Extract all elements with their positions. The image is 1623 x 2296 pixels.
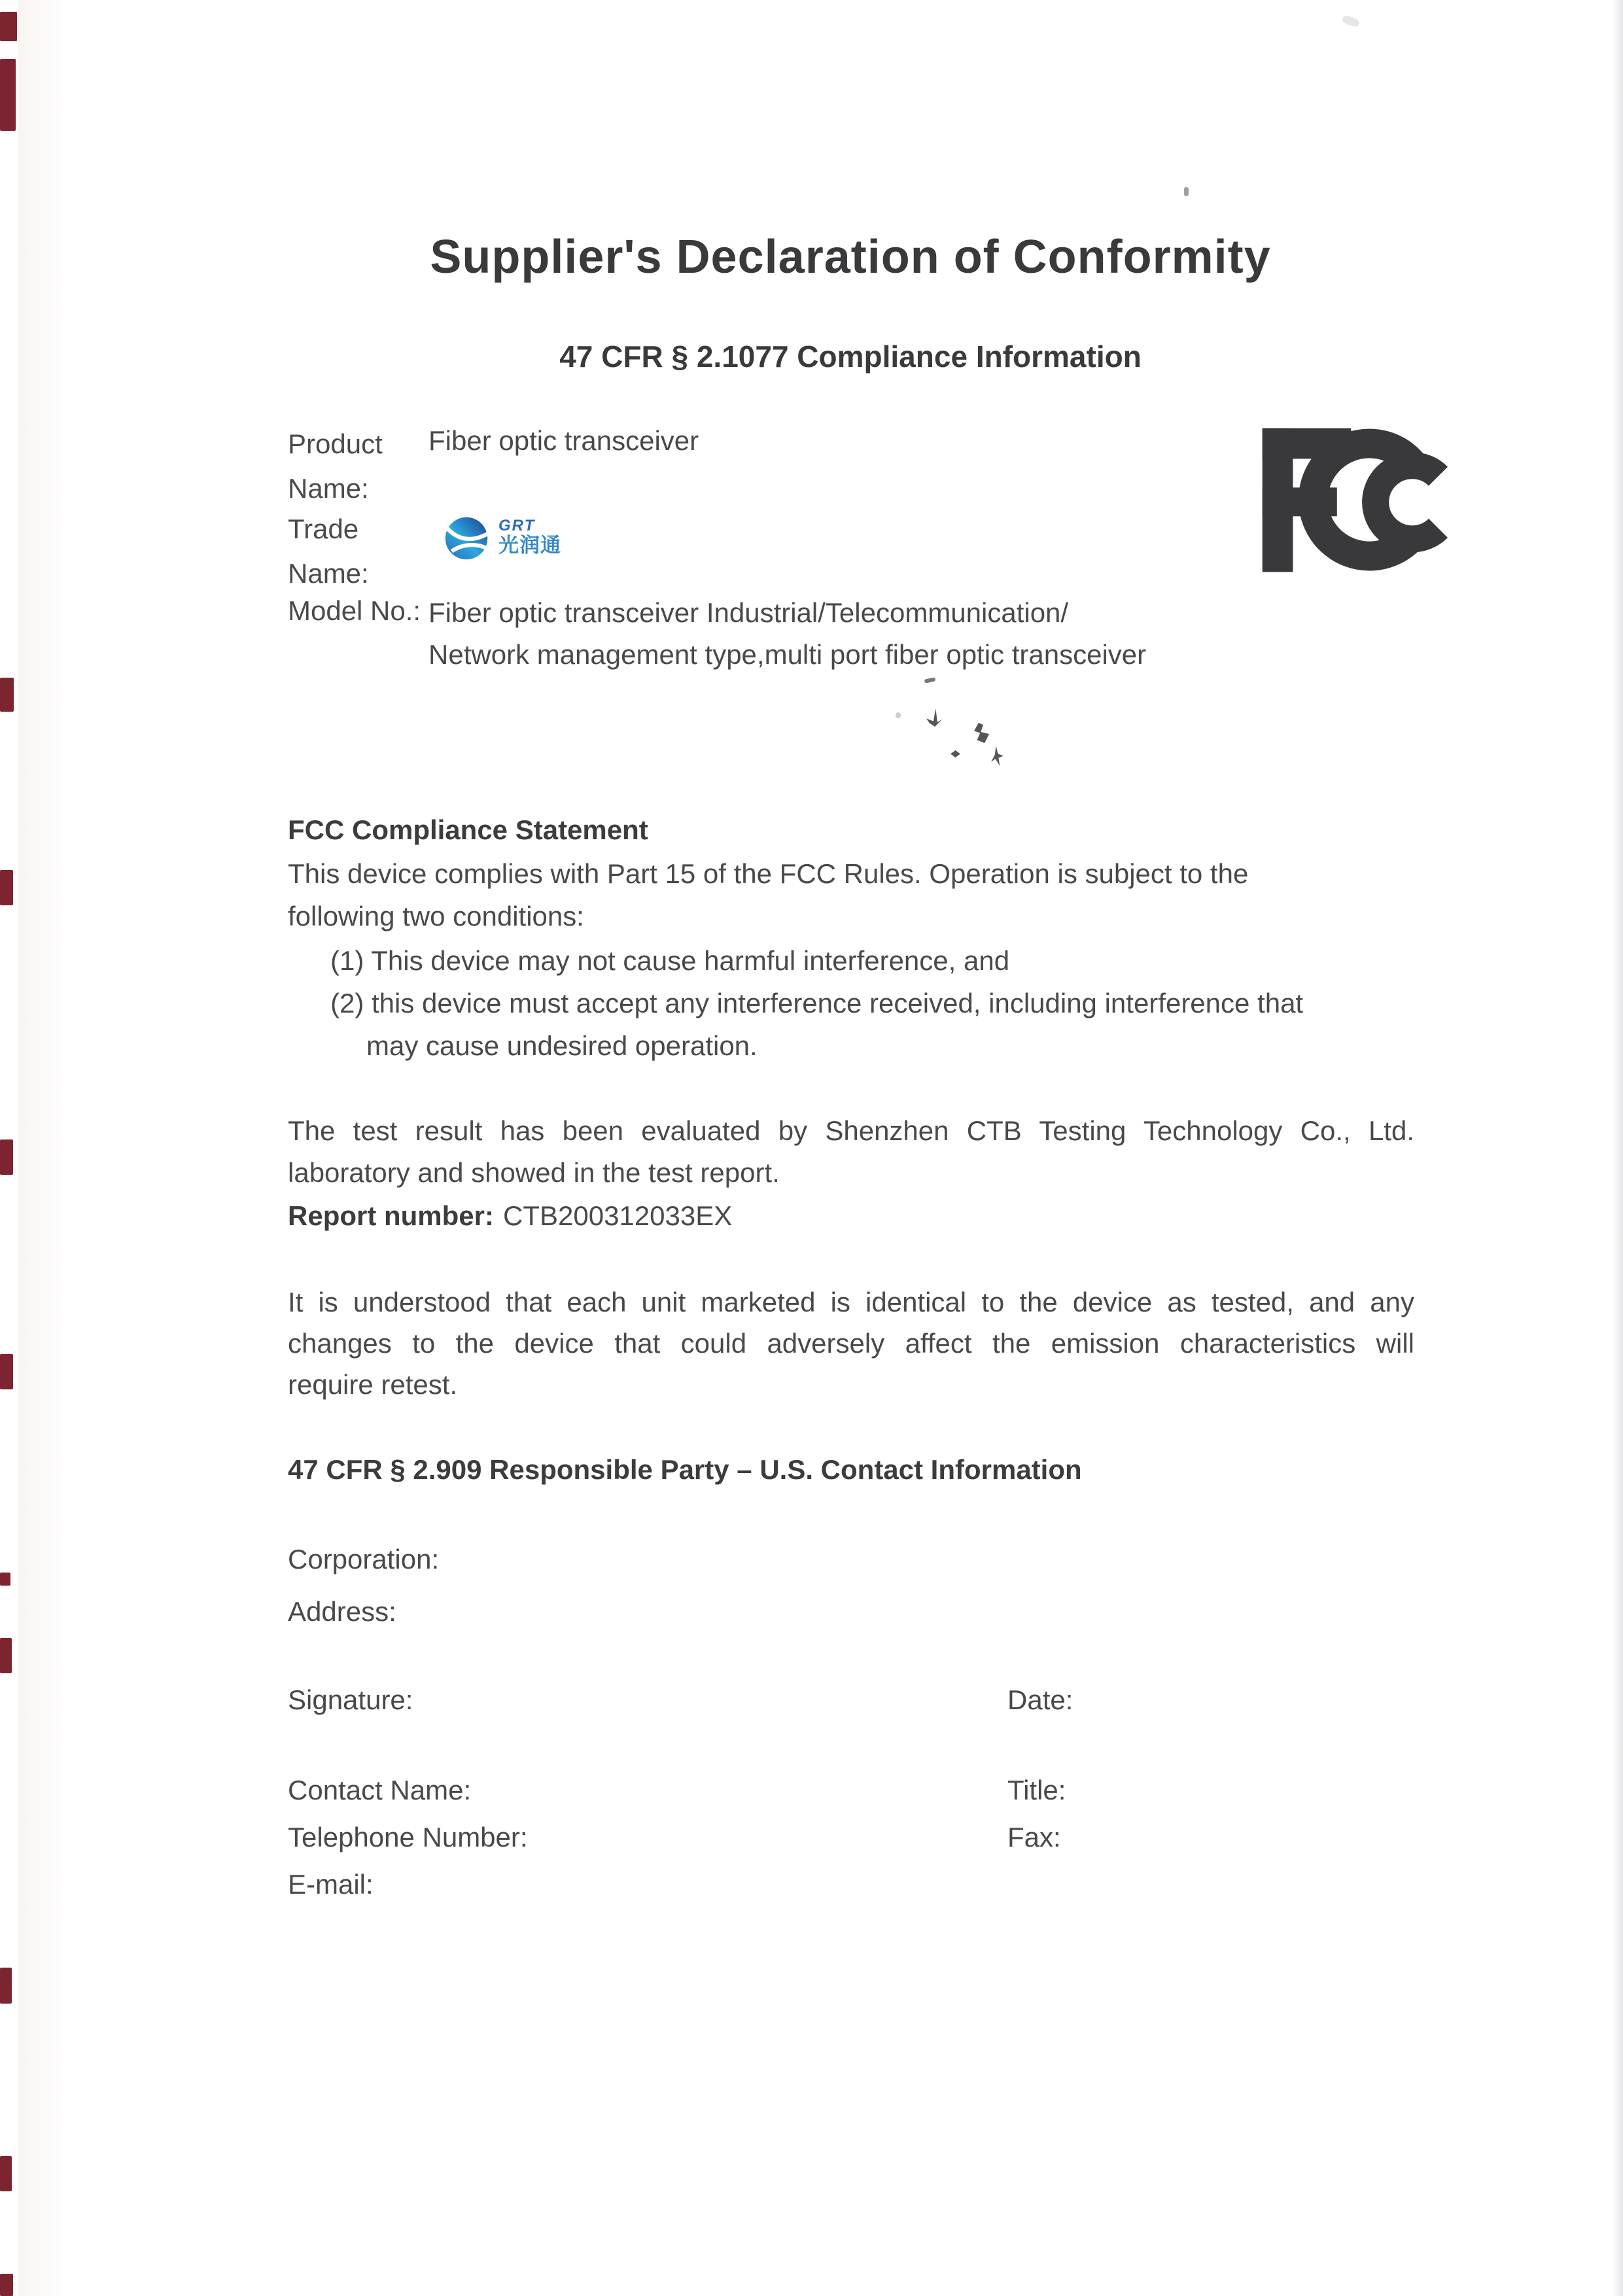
binding-mark xyxy=(0,12,17,41)
title-label: Title: xyxy=(1007,1775,1066,1805)
ink-speck xyxy=(1184,187,1189,196)
binding-mark xyxy=(0,1354,13,1389)
fcc-statement-intro-line-1: This device complies with Part 15 of the FCC Rules. Operation is subject to the xyxy=(288,858,1249,889)
ink-speck xyxy=(951,750,960,757)
binding-mark xyxy=(0,2274,13,2296)
binding-mark xyxy=(0,1638,12,1673)
ink-speck xyxy=(896,712,901,718)
binding-mark xyxy=(0,59,16,131)
binding-mark xyxy=(0,1573,10,1586)
fcc-condition-2-line-1: (2) this device must accept any interference received, including interference that xyxy=(330,988,1304,1018)
telephone-label: Telephone Number: xyxy=(288,1822,528,1852)
fcc-condition-2-line-2: may cause undesired operation. xyxy=(366,1030,758,1061)
scan-right-edge-shadow xyxy=(1613,0,1623,2296)
report-number-value: CTB200312033EX xyxy=(503,1200,733,1231)
retest-notice-line-1: It is understood that each unit marketed is identical to the device as tested, and any xyxy=(288,1287,1414,1317)
grt-logo-text: GRT xyxy=(498,517,536,534)
ink-speck xyxy=(991,746,1003,766)
binding-mark xyxy=(0,870,13,905)
model-no-line-1: Fiber optic transceiver Industrial/Telecommunication/ xyxy=(428,597,1069,628)
signature-label: Signature: xyxy=(288,1684,413,1715)
fax-label: Fax: xyxy=(1007,1822,1061,1852)
binding-mark xyxy=(0,1968,12,2004)
product-name-value: Fiber optic transceiver xyxy=(428,425,699,456)
trade-logo xyxy=(444,514,561,566)
fcc-condition-1: (1) This device may not cause harmful interference, and xyxy=(330,945,1010,976)
report-number-label: Report number: xyxy=(288,1200,494,1231)
scan-left-edge-shadow xyxy=(18,0,67,2296)
grt-swirl-icon xyxy=(444,514,489,563)
trade-name-label: Trade Name: xyxy=(288,513,369,589)
ink-speck xyxy=(974,723,989,743)
fcc-logo-icon xyxy=(1259,420,1467,583)
ink-speck xyxy=(924,677,936,683)
test-result-line-2: laboratory and showed in the test report. xyxy=(288,1157,780,1188)
ink-speck xyxy=(926,708,942,727)
responsible-party-heading: 47 CFR § 2.909 Responsible Party – U.S. Contact Information xyxy=(288,1454,1082,1485)
fcc-statement-heading: FCC Compliance Statement xyxy=(288,814,648,845)
fcc-statement-intro-line-2: following two conditions: xyxy=(288,901,584,931)
retest-notice-line-2: changes to the device that could adversely affect the emission characteristics will xyxy=(288,1328,1414,1359)
retest-notice-line-3: require retest. xyxy=(288,1369,458,1400)
document-subtitle: 47 CFR § 2.1077 Compliance Information xyxy=(559,339,1142,374)
binding-mark xyxy=(0,678,14,712)
grt-logo-chinese-text: 光润通 xyxy=(498,534,561,557)
report-number-row xyxy=(288,1200,732,1232)
date-label: Date: xyxy=(1007,1684,1073,1715)
address-label: Address: xyxy=(288,1596,396,1627)
binding-mark xyxy=(0,2156,12,2191)
corporation-label: Corporation: xyxy=(288,1544,440,1574)
binding-mark xyxy=(0,1139,13,1175)
model-no-label: Model No.: xyxy=(288,595,421,626)
test-result-line-1: The test result has been evaluated by Shenzhen CTB Testing Technology Co., Ltd. xyxy=(288,1115,1414,1146)
ink-speck xyxy=(1342,14,1361,28)
product-name-label: Product Name: xyxy=(288,428,383,504)
email-label: E-mail: xyxy=(288,1869,374,1900)
model-no-value xyxy=(428,592,1146,676)
document-title: Supplier's Declaration of Conformity xyxy=(430,231,1271,283)
model-no-line-2: Network management type,multi port fiber optic transceiver xyxy=(428,639,1147,670)
contact-name-label: Contact Name: xyxy=(288,1775,472,1805)
